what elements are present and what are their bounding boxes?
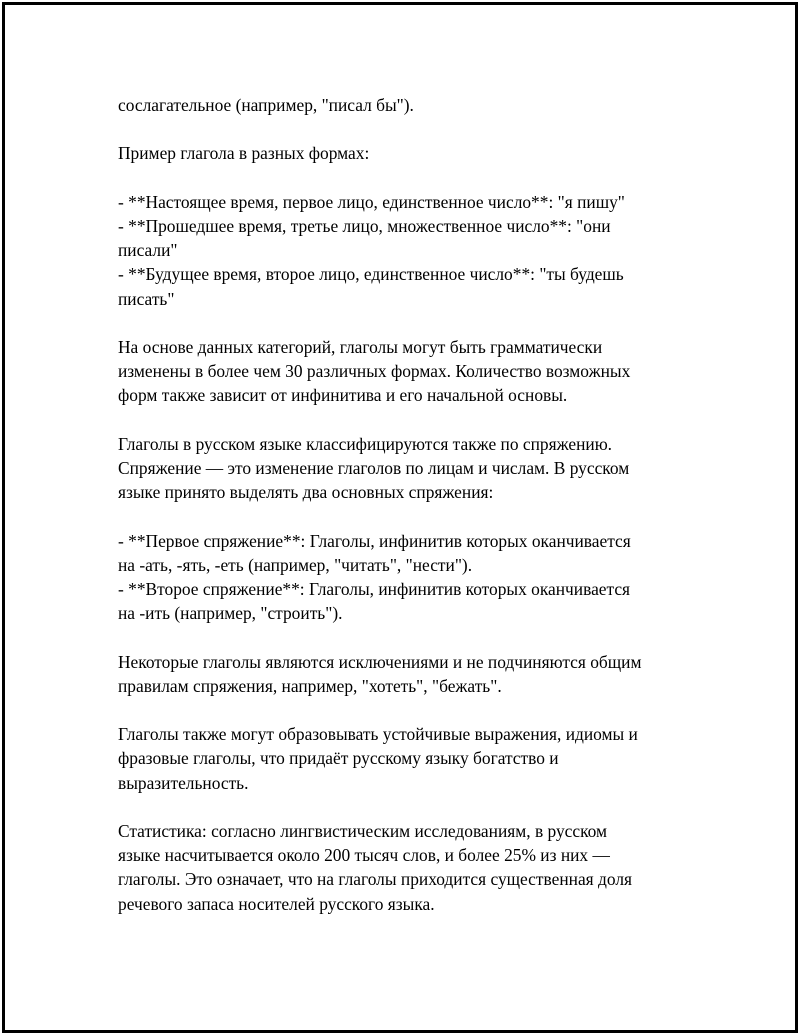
text-line: фразовые глаголы, что придаёт русскому языку богатство и — [118, 748, 559, 769]
paragraph-conjugation-intro — [118, 432, 718, 505]
list-item-future-continued: писать" — [118, 288, 175, 309]
text-line: Пример глагола в разных формах: — [118, 143, 370, 164]
list-item-past: - **Прошедшее время, третье лицо, множественное число**: "они — [118, 215, 611, 236]
text-line: На основе данных категорий, глаголы могут быть грамматически — [118, 336, 603, 357]
list-item-first-conjugation: - **Первое спряжение**: Глаголы, инфинитив которых оканчивается — [118, 530, 631, 551]
list-item-future: - **Будущее время, второе лицо, единственное число**: "ты будешь — [118, 264, 624, 285]
text-line: выразительность. — [118, 772, 249, 793]
text-line: форм также зависит от инфинитива и его начальной основы. — [118, 385, 568, 406]
paragraph-subjunctive — [118, 93, 718, 117]
paragraph-example-heading — [118, 141, 718, 165]
text-line: изменены в более чем 30 различных формах. Количество возможных — [118, 361, 631, 382]
text-line: Спряжение — это изменение глаголов по лицам и числам. В русском — [118, 457, 630, 478]
list-item-second-conjugation-continued: на -ить (например, "строить"). — [118, 603, 343, 624]
text-line: Статистика: согласно лингвистическим исследованиям, в русском — [118, 820, 608, 841]
text-line: Некоторые глаголы являются исключениями и не подчиняются общим — [118, 651, 642, 672]
document-body — [118, 93, 718, 940]
text-line: языке принято выделять два основных спряжения: — [118, 482, 494, 503]
paragraph-conjugation-list — [118, 529, 718, 626]
text-line: Глаголы также могут образовывать устойчивые выражения, идиомы и — [118, 724, 638, 745]
paragraph-idioms — [118, 722, 718, 795]
list-item-present: - **Настоящее время, первое лицо, единственное число**: "я пишу" — [118, 191, 625, 212]
text-line: правилам спряжения, например, "хотеть", "бежать". — [118, 675, 502, 696]
paragraph-forms-count — [118, 335, 718, 408]
text-line: языке насчитывается около 200 тысяч слов, и более 25% из них — — [118, 845, 610, 866]
paragraph-exceptions — [118, 650, 718, 698]
list-item-past-continued: писали" — [118, 240, 178, 261]
text-line: Глаголы в русском языке классифицируются также по спряжению. — [118, 433, 613, 454]
list-item-first-conjugation-continued: на -ать, -ять, -еть (например, "читать", "нести"). — [118, 554, 473, 575]
paragraph-verb-forms-list — [118, 190, 718, 311]
text-line: сослагательное (например, "писал бы"). — [118, 95, 414, 115]
text-line: глаголы. Это означает, что на глаголы приходится существенная доля — [118, 869, 632, 890]
paragraph-statistics — [118, 819, 718, 916]
text-line: речевого запаса носителей русского языка. — [118, 893, 435, 914]
list-item-second-conjugation: - **Второе спряжение**: Глаголы, инфинитив которых оканчивается — [118, 578, 631, 599]
